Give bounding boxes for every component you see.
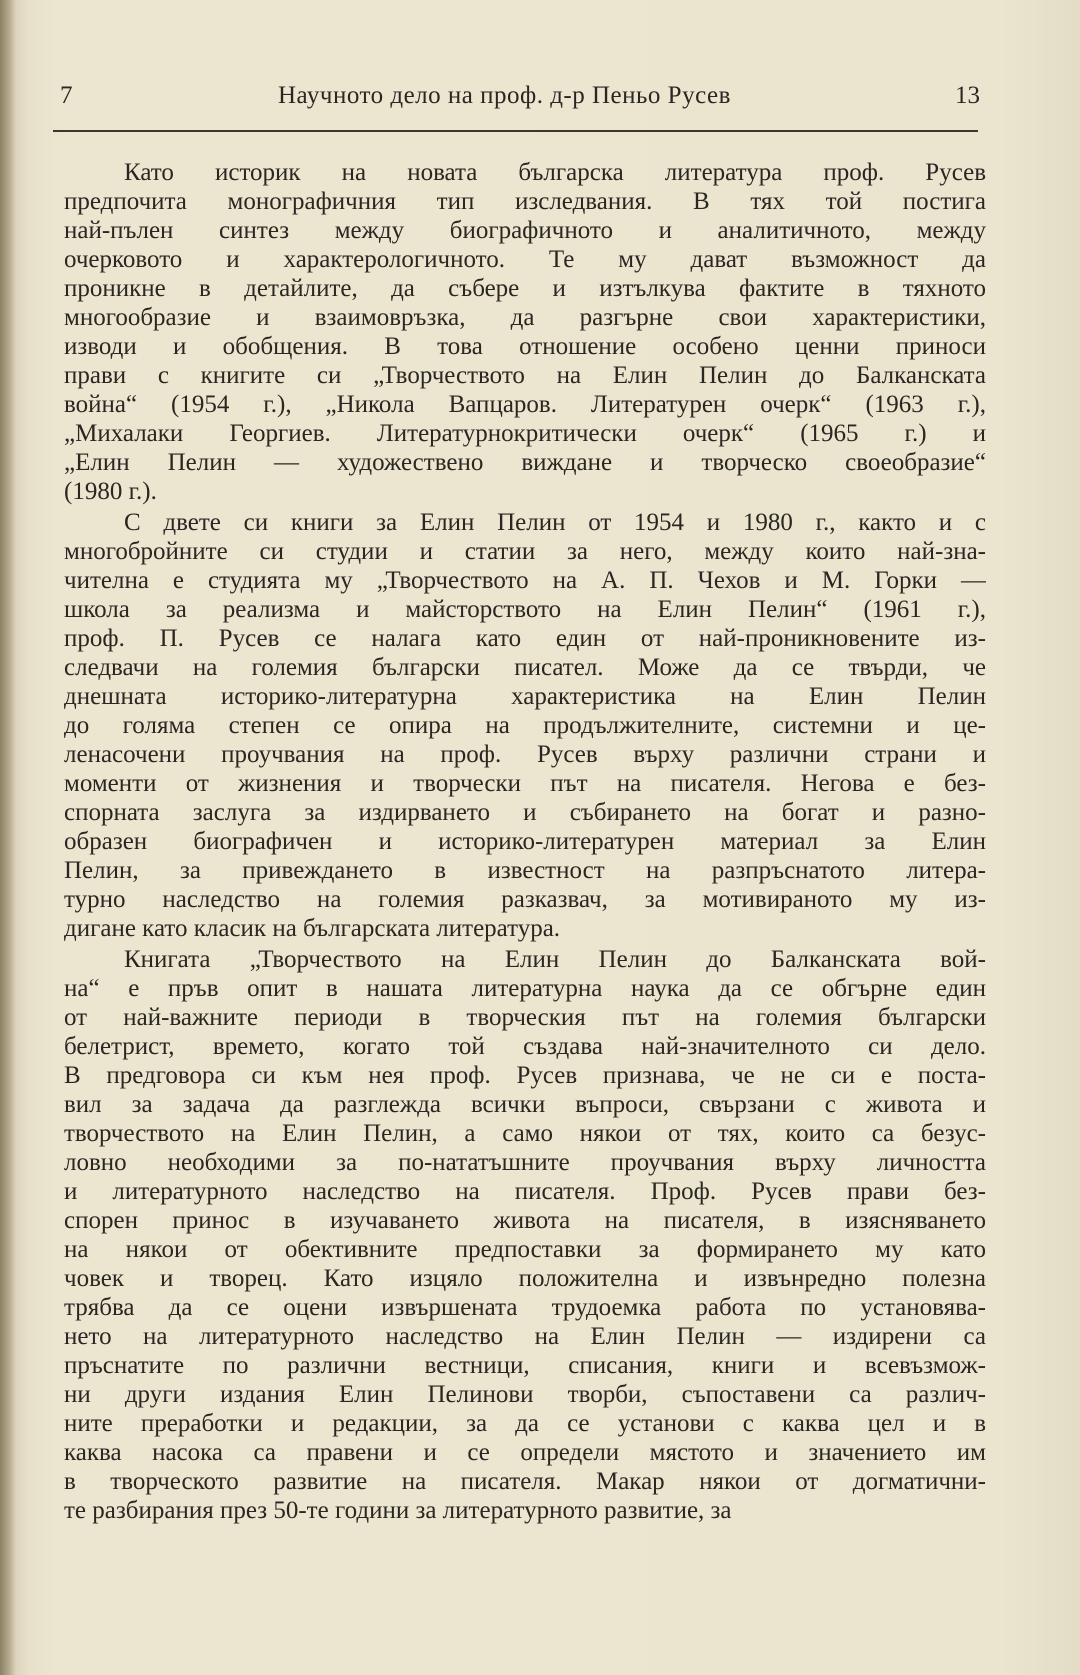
- text-line: пръснатите по различни вестници, списания, книги и всевъзмож-: [64, 1352, 986, 1379]
- text-line: очерковото и характерологичното. Те му дават възможност да: [64, 246, 986, 273]
- body-text: [64, 158, 986, 1525]
- chapter-number: 7: [60, 82, 73, 109]
- text-line: нето на литературното наследство на Елин Пелин — издирени са: [64, 1323, 986, 1350]
- text-line: Книгата „Творчеството на Елин Пелин до Балканската вой-: [124, 946, 986, 973]
- text-line: в творческото развитие на писателя. Макар някои от догматични-: [64, 1468, 986, 1495]
- text-line: ленасочени проучвания на проф. Русев върху различни страни и: [64, 741, 986, 768]
- text-line: (1980 г.).: [64, 478, 157, 505]
- text-line: проф. П. Русев се налага като един от най-проникновените из-: [64, 625, 986, 652]
- text-line: спорната заслуга за издирването и събирането на богат и разно-: [64, 799, 986, 826]
- text-line: изводи и обобщения. В това отношение особено ценни приноси: [64, 333, 986, 360]
- text-line: Пелин, за привеждането в известност на разпръснатото литера-: [64, 857, 986, 884]
- text-line: война“ (1954 г.), „Никола Вапцаров. Литературен очерк“ (1963 г.),: [64, 391, 986, 418]
- text-line: до голяма степен се опира на продължителните, системни и це-: [64, 712, 986, 739]
- text-line: следвачи на големия български писател. Може да се твърди, че: [64, 654, 986, 681]
- text-line: многообразие и взаимовръзка, да разгърне свои характеристики,: [64, 304, 986, 331]
- text-line: проникне в детайлите, да събере и изтълкува фактите в тяхното: [64, 275, 986, 302]
- text-line: ните преработки и редакции, за да се установи с каква цел и в: [64, 1410, 986, 1437]
- text-line: белетрист, времето, когато той създава най-значителното си дело.: [64, 1033, 986, 1060]
- running-header: [60, 78, 980, 118]
- text-line: „Михалаки Георгиев. Литературнокритически очерк“ (1965 г.) и: [64, 420, 986, 447]
- text-line: ни други издания Елин Пелинови творби, съпоставени са различ-: [64, 1381, 986, 1408]
- text-line: С двете си книги за Елин Пелин от 1954 и 1980 г., както и с: [124, 509, 986, 536]
- text-line: спорен принос в изучаването живота на писателя, в изясняването: [64, 1207, 986, 1234]
- running-title: Научното дело на проф. д-р Пеньо Русев: [278, 82, 731, 109]
- text-line: дигане като класик на българската литература.: [64, 915, 561, 942]
- text-line: на някои от обективните предпоставки за формирането му като: [64, 1236, 986, 1263]
- text-line: вил за задача да разглежда всички въпроси, свързани с живота и: [64, 1091, 986, 1118]
- text-line: многобройните си студии и статии за него, между които най-зна-: [64, 538, 986, 565]
- text-line: човек и творец. Като изцяло положителна и извънредно полезна: [64, 1265, 986, 1292]
- text-line: трябва да се оцени извършената трудоемка работа по установява-: [64, 1294, 986, 1321]
- paragraph: [64, 945, 986, 1525]
- text-line: образен биографичен и историко-литературен материал за Елин: [64, 828, 986, 855]
- text-line: те разбирания през 50-те години за литературното развитие, за: [64, 1497, 732, 1524]
- text-line: каква насока са правени и се определи мястото и значението им: [64, 1439, 986, 1466]
- binding-edge: [0, 0, 16, 1675]
- text-line: творчеството на Елин Пелин, а само някои от тях, които са безус-: [64, 1120, 986, 1147]
- text-line: ловно необходими за по-нататъшните проучвания върху личността: [64, 1149, 986, 1176]
- text-line: моменти от жизнения и творчески път на писателя. Негова е без-: [64, 770, 986, 797]
- text-line: от най-важните периоди в творческия път на големия български: [64, 1004, 986, 1031]
- text-line: прави с книгите си „Творчеството на Елин Пелин до Балканската: [64, 362, 986, 389]
- text-line: на“ е пръв опит в нашата литературна наука да се обгърне един: [64, 975, 986, 1002]
- paragraph: [64, 158, 986, 506]
- text-line: най-пълен синтез между биографичното и аналитичното, между: [64, 217, 986, 244]
- text-line: и литературното наследство на писателя. Проф. Русев прави без-: [64, 1178, 986, 1205]
- text-line: предпочита монографичния тип изследвания. В тях той постига: [64, 188, 986, 215]
- paragraph: [64, 508, 986, 943]
- text-line: турно наследство на големия разказвач, за мотивираното му из-: [64, 886, 986, 913]
- header-rule: [53, 130, 978, 132]
- text-line: Като историк на новата българска литература проф. Русев: [124, 159, 986, 186]
- text-line: школа за реализма и майсторството на Елин Пелин“ (1961 г.),: [64, 596, 986, 623]
- text-line: В предговора си към нея проф. Русев признава, че не си е поста-: [64, 1062, 986, 1089]
- text-line: чителна е студията му „Творчеството на А. П. Чехов и М. Горки —: [64, 567, 986, 594]
- text-line: днешната историко-литературна характеристика на Елин Пелин: [64, 683, 986, 710]
- text-line: „Елин Пелин — художествено виждане и творческо своеобразие“: [64, 449, 986, 476]
- page-number: 13: [955, 82, 980, 109]
